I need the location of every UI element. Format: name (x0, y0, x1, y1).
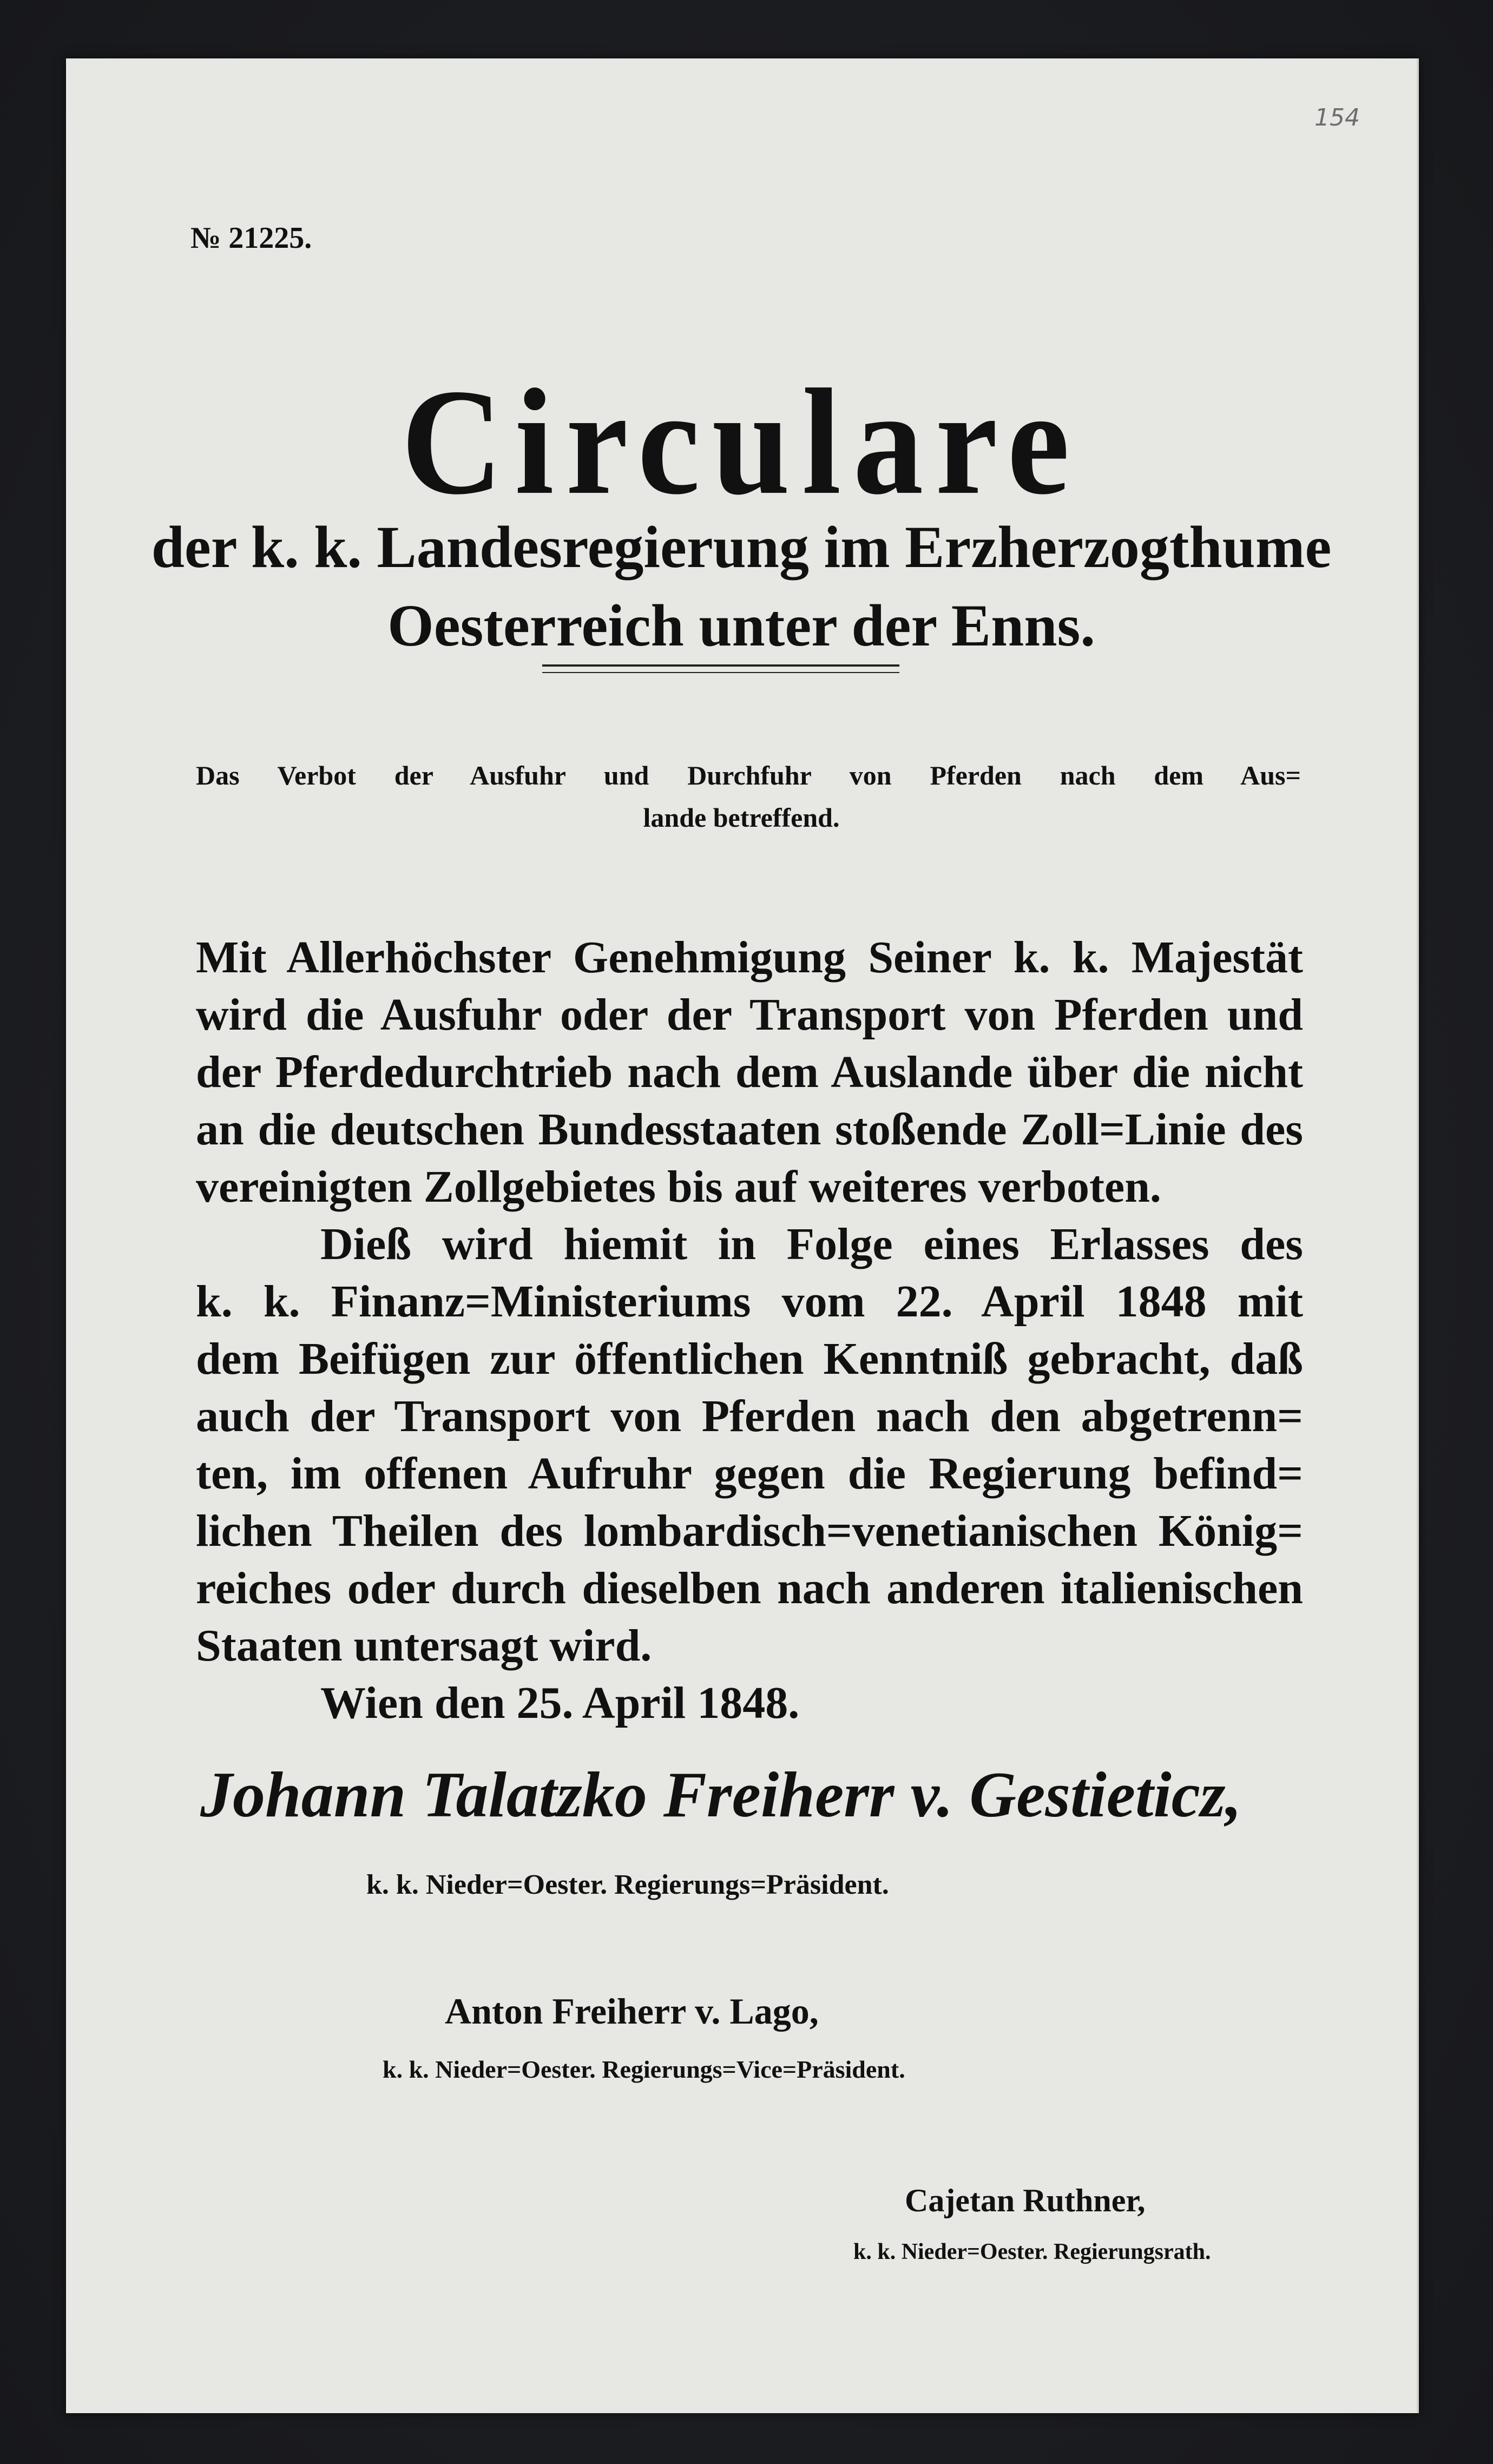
body-line: vereinigten Zollgebietes bis auf weiteres verboten. (196, 1162, 1161, 1212)
body-line: k. k. Finanz=Ministeriums vom 22. April 1848 mit (196, 1276, 1303, 1327)
subtitle-line: der k. k. Landesregierung im Erzherzogthume (151, 514, 1332, 580)
body-line: Dieß wird hiemit in Folge eines Erlasses des (320, 1219, 1303, 1269)
body-line: dem Beifügen zur öffentlichen Kenntniß gebracht, daß (196, 1334, 1303, 1384)
body-line: wird die Ausfuhr oder der Transport von Pferden und (196, 990, 1303, 1040)
subject-line: lande betreffend. (643, 802, 840, 833)
signature-second-name: Anton Freiherr v. Lago, (445, 1991, 819, 2032)
body-line: auch der Transport von Pferden nach den abgetrenn= (196, 1391, 1303, 1441)
date-line: Wien den 25. April 1848. (320, 1678, 800, 1728)
body-line: an die deutschen Bundesstaaten stoßende Zoll=Linie des (196, 1104, 1303, 1155)
body-line: Staaten untersagt wird. (196, 1620, 652, 1671)
signature-second-title: k. k. Nieder=Oester. Regierungs=Vice=Präsident. (383, 2055, 905, 2083)
archive-page-number: 154 (1314, 104, 1360, 131)
body-line: lichen Theilen des lombardisch=venetianischen König= (196, 1506, 1303, 1556)
body-line: der Pferdedurchtrieb nach dem Auslande über die nicht (196, 1047, 1303, 1097)
body-line: ten, im offenen Aufruhr gegen die Regierung befind= (196, 1448, 1303, 1499)
signature-primary-name: Johann Talatzko Freiherr v. Gestieticz, (200, 1758, 1242, 1830)
document-page (66, 58, 1419, 2413)
body-line: reiches oder durch dieselben nach anderen italienischen (196, 1563, 1303, 1613)
signature-primary-title: k. k. Nieder=Oester. Regierungs=Präsident. (366, 1869, 889, 1900)
body-line: Mit Allerhöchster Genehmigung Seiner k. k. Majestät (196, 932, 1303, 983)
title-divider-rule (542, 664, 899, 673)
subtitle-line: Oesterreich unter der Enns. (387, 592, 1095, 658)
subject-line: Das Verbot der Ausfuhr und Durchfuhr von Pferden nach dem Aus= (196, 760, 1301, 790)
document-title: Circulare (401, 358, 1082, 526)
signature-third-title: k. k. Nieder=Oester. Regierungsrath. (853, 2239, 1211, 2264)
notice-number: № 21225. (190, 221, 312, 255)
signature-third-name: Cajetan Ruthner, (905, 2183, 1146, 2218)
